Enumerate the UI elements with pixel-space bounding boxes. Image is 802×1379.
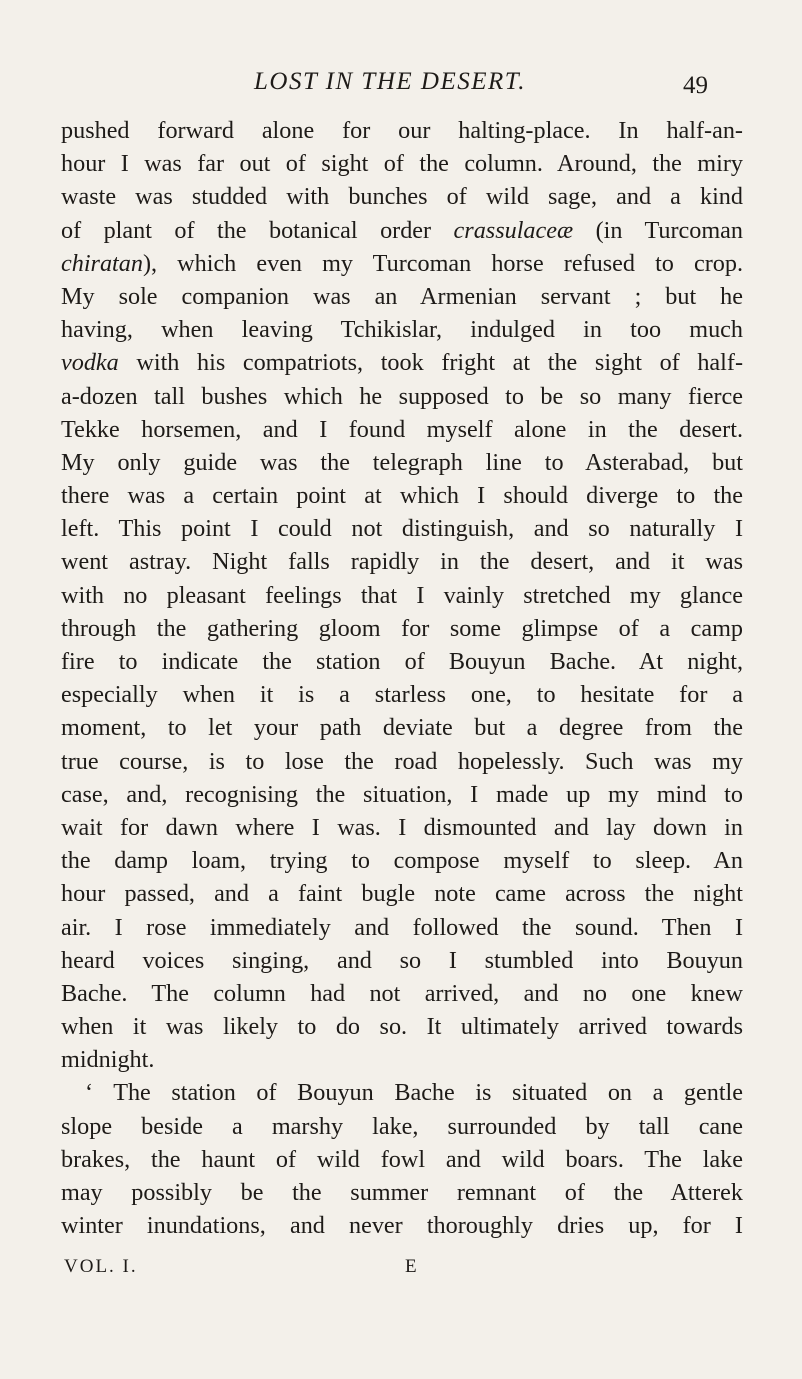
text-line <box>61 1176 743 1209</box>
line-text: heard voices singing, and so I stumbled into Bouyun <box>61 946 743 974</box>
line-text: when it was likely to do so. It ultimately arrived towards <box>61 1013 743 1041</box>
line-text: with his compatriots, took fright at the sight of half- <box>118 349 743 377</box>
line-text: wait for dawn where I was. I dismounted and lay down in <box>61 813 743 841</box>
line-text: went astray. Night falls rapidly in the desert, and it was <box>61 548 743 576</box>
text-line <box>61 247 743 280</box>
line-text: ‘ The station of Bouyun Bache is situated on a gentle <box>85 1079 743 1107</box>
text-line <box>61 579 743 612</box>
text-line <box>61 678 743 711</box>
text-line <box>61 944 743 977</box>
line-text: a-dozen tall bushes which he supposed to be so many fierce <box>61 382 743 410</box>
text-line <box>61 844 743 877</box>
line-text: Bache. The column had not arrived, and no one knew <box>61 979 743 1007</box>
text-line <box>61 512 743 545</box>
line-text: case, and, recognising the situation, I made up my mind to <box>61 780 743 808</box>
text-line <box>61 280 743 313</box>
line-text: especially when it is a starless one, to hesitate for a <box>61 681 743 709</box>
text-line <box>61 1010 743 1043</box>
text-line <box>61 380 743 413</box>
italic-term: chiratan <box>61 249 143 277</box>
text-line <box>61 778 743 811</box>
text-line <box>61 877 743 910</box>
text-line <box>61 711 743 744</box>
line-text: the damp loam, trying to compose myself to sleep. An <box>61 847 743 875</box>
line-text: brakes, the haunt of wild fowl and wild boars. The lake <box>61 1145 743 1173</box>
line-text: waste was studded with bunches of wild sage, and a kind <box>61 183 743 211</box>
line-text: fire to indicate the station of Bouyun Bache. At night, <box>61 648 743 675</box>
line-text: My only guide was the telegraph line to Asterabad, but <box>61 448 743 476</box>
text-line <box>61 745 743 778</box>
text-line <box>61 911 743 944</box>
volume-mark: VOL. I. <box>64 1256 138 1277</box>
text-line <box>61 413 743 446</box>
text-line <box>61 645 743 678</box>
text-line <box>61 114 743 147</box>
page-footer <box>0 1256 802 1286</box>
line-text: air. I rose immediately and followed the sound. Then I <box>61 913 743 941</box>
line-text: winter inundations, and never thoroughly dries up, for I <box>61 1212 743 1240</box>
line-text: of plant of the botanical order <box>61 216 454 244</box>
line-text: moment, to let your path deviate but a degree from the <box>61 714 743 742</box>
text-line <box>61 147 743 180</box>
body-text <box>61 114 743 1242</box>
line-text: may possibly be the summer remnant of the Atterek <box>61 1179 743 1206</box>
line-text: having, when leaving Tchikislar, indulged in too much <box>61 316 743 344</box>
line-text: (in Turcoman <box>573 216 743 244</box>
text-line <box>61 1043 743 1076</box>
text-line <box>61 1110 743 1143</box>
text-line <box>61 1143 743 1176</box>
line-text: pushed forward alone for our halting-place. In half-an- <box>61 117 743 144</box>
text-line <box>61 545 743 578</box>
text-line <box>61 479 743 512</box>
page-header <box>0 68 802 102</box>
text-line <box>61 612 743 645</box>
running-title: LOST IN THE DESERT. <box>254 68 527 95</box>
line-text: left. This point I could not distinguish, and so naturally I <box>61 515 743 543</box>
line-text: true course, is to lose the road hopelessly. Such was my <box>61 747 743 775</box>
italic-term: crassulaceæ <box>453 216 574 244</box>
line-text: through the gathering gloom for some glimpse of a camp <box>61 614 743 642</box>
text-line <box>61 313 743 346</box>
text-line <box>61 446 743 479</box>
line-text: Tekke horsemen, and I found myself alone in the desert. <box>61 415 743 443</box>
text-line <box>61 214 743 247</box>
text-line <box>61 811 743 844</box>
line-text: ), which even my Turcoman horse refused to crop. <box>142 249 743 277</box>
line-text: slope beside a marshy lake, surrounded by tall cane <box>61 1112 743 1140</box>
signature-mark: E <box>405 1256 417 1277</box>
text-line <box>61 977 743 1010</box>
line-text: midnight. <box>61 1046 155 1074</box>
text-line <box>61 346 743 379</box>
text-line <box>61 180 743 213</box>
text-line <box>61 1076 743 1109</box>
line-text: hour passed, and a faint bugle note came across the night <box>61 880 743 908</box>
line-text: there was a certain point at which I should diverge to the <box>61 482 743 510</box>
line-text: hour I was far out of sight of the column. Around, the miry <box>61 150 743 178</box>
italic-term: vodka <box>61 349 119 377</box>
page-number: 49 <box>683 72 708 99</box>
line-text: My sole companion was an Armenian servant ; but he <box>61 282 743 310</box>
line-text: with no pleasant feelings that I vainly stretched my glance <box>61 581 743 609</box>
text-line <box>61 1209 743 1242</box>
